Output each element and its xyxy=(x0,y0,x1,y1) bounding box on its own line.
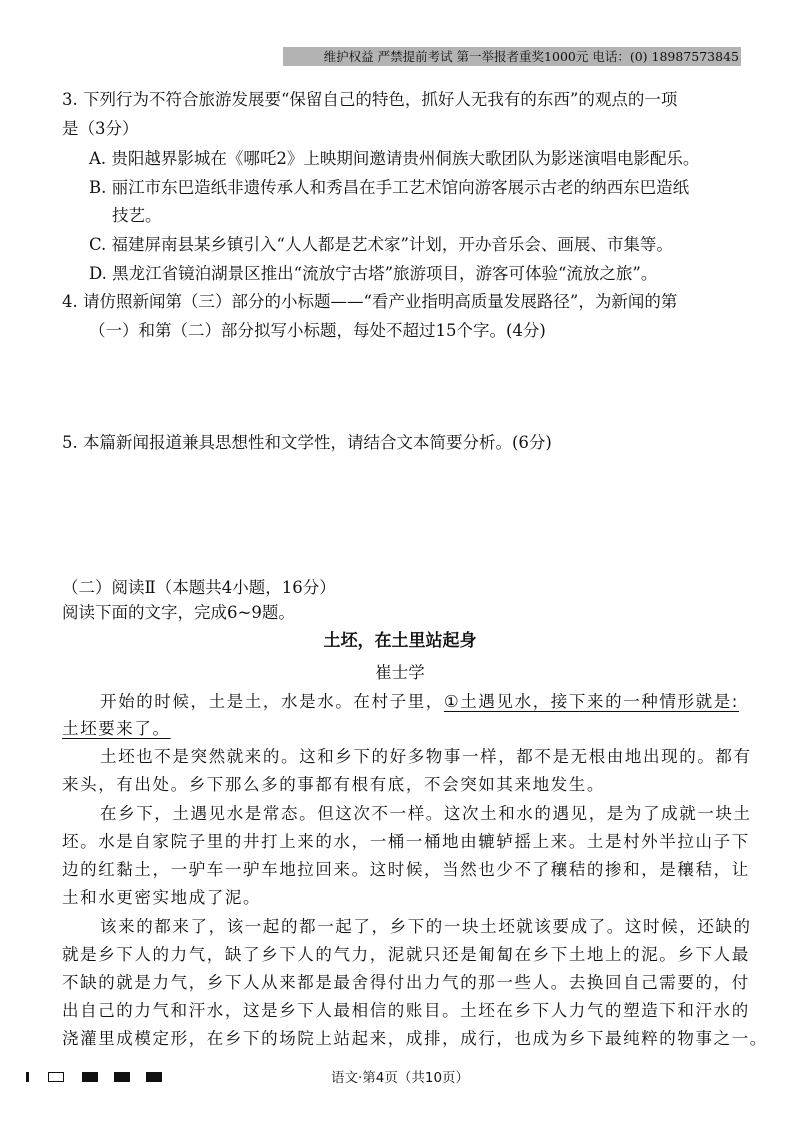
q3-option-b-cont: 技艺。 xyxy=(112,206,162,225)
q5-stem: 5. 本篇新闻报道兼具思想性和文学性，请结合文本简要分析。(6分) xyxy=(62,433,552,452)
q3-option-b: B. 丽江市东巴造纸非遗传承人和秀昌在手工艺术馆向游客展示古老的纳西东巴造纸 xyxy=(89,178,690,197)
q3-option-c: C. 福建屏南县某乡镇引入“人人都是艺术家”计划，开办音乐会、画展、市集等。 xyxy=(89,235,673,254)
paragraph-3-line-2: 坯。水是自家院子里的井打上来的水，一桶一桶地由辘轳摇上来。土是村外半拉山子下 xyxy=(62,832,750,851)
paragraph-2-line-2: 来头，有出处。乡下那么多的事都有根有底，不会突如其来地发生。 xyxy=(62,775,605,794)
paragraph-2-line-1: 土坯也不是突然就来的。这和乡下的好多物事一样，都不是无根由地出现的。都有 xyxy=(100,747,752,766)
paragraph-1-line-2 xyxy=(62,717,740,741)
article-title: 土坯，在土里站起身 xyxy=(323,631,477,651)
paragraph-1-text: 开始的时候，土是土，水是水。在村子里， xyxy=(100,692,444,711)
q3-stem: 3. 下列行为不符合旅游发展要“保留自己的特色，抓好人无我有的东西”的观点的一项 xyxy=(62,90,678,109)
q4-stem-cont: （一）和第（二）部分拟写小标题，每处不超过15个字。(4分) xyxy=(89,321,546,340)
q4-stem: 4. 请仿照新闻第（三）部分的小标题——“看产业指明高质量发展路径”，为新闻的第 xyxy=(62,292,678,311)
page-number: 语文·第4页（共10页） xyxy=(330,1070,470,1086)
paragraph-4-line-5: 浇灌里成模定形，在乡下的场院上站起来，成排，成行，也成为乡下最纯粹的物事之一。 xyxy=(62,1029,768,1048)
paragraph-4-line-4: 出自己的力气和汗水，这是乡下人最相信的账目。土坯在乡下人力气的塑造下和汗水的 xyxy=(62,1001,750,1020)
paragraph-1-line-1 xyxy=(100,690,740,714)
section-instruction: 阅读下面的文字，完成6~9题。 xyxy=(62,603,295,622)
q3-stem-cont: 是（3分） xyxy=(62,119,139,138)
q3-option-d: D. 黑龙江省镜泊湖景区推出“流放宁古塔”旅游项目，游客可体验“流放之旅”。 xyxy=(89,264,658,283)
paragraph-3-line-4: 土和水更密实地成了泥。 xyxy=(62,888,262,907)
article-author: 崔士学 xyxy=(375,663,425,682)
paragraph-3-line-1: 在乡下，土遇见水是常态。但这次不一样。这次土和水的遇见，是为了成就一块土 xyxy=(100,804,752,823)
exam-notice-header: 维护权益 严禁提前考试 第一举报者重奖1000元 电话：(0) 18987573845 xyxy=(283,47,741,66)
paragraph-4-line-1: 该来的都来了，该一起的都一起了，乡下的一块土坯就该要成了。这时候，还缺的 xyxy=(100,917,752,936)
paragraph-4-line-2: 就是乡下人的力气，缺了乡下人的气力，泥就只还是匍匐在乡下土地上的泥。乡下人最 xyxy=(62,945,750,964)
underlined-sentence-1: ①土遇见水，接下来的一种情形就是: xyxy=(443,692,739,711)
section-title: （二）阅读Ⅱ（本题共4小题，16分） xyxy=(62,578,336,597)
paragraph-4-line-3: 不缺的就是力气，乡下人从来都是最舍得付出力气的那一些人。去换回自己需要的，付 xyxy=(62,973,750,992)
paragraph-3-line-3: 边的红黏土，一驴车一驴车地拉回来。这时候，当然也少不了穰秸的掺和，是穰秸，让 xyxy=(62,860,750,879)
underlined-sentence-1-cont: 土坯要来了。 xyxy=(62,719,171,738)
q3-option-a: A. 贵阳越界影城在《哪吒2》上映期间邀请贵州侗族大歌团队为影迷演唱电影配乐。 xyxy=(89,149,700,168)
